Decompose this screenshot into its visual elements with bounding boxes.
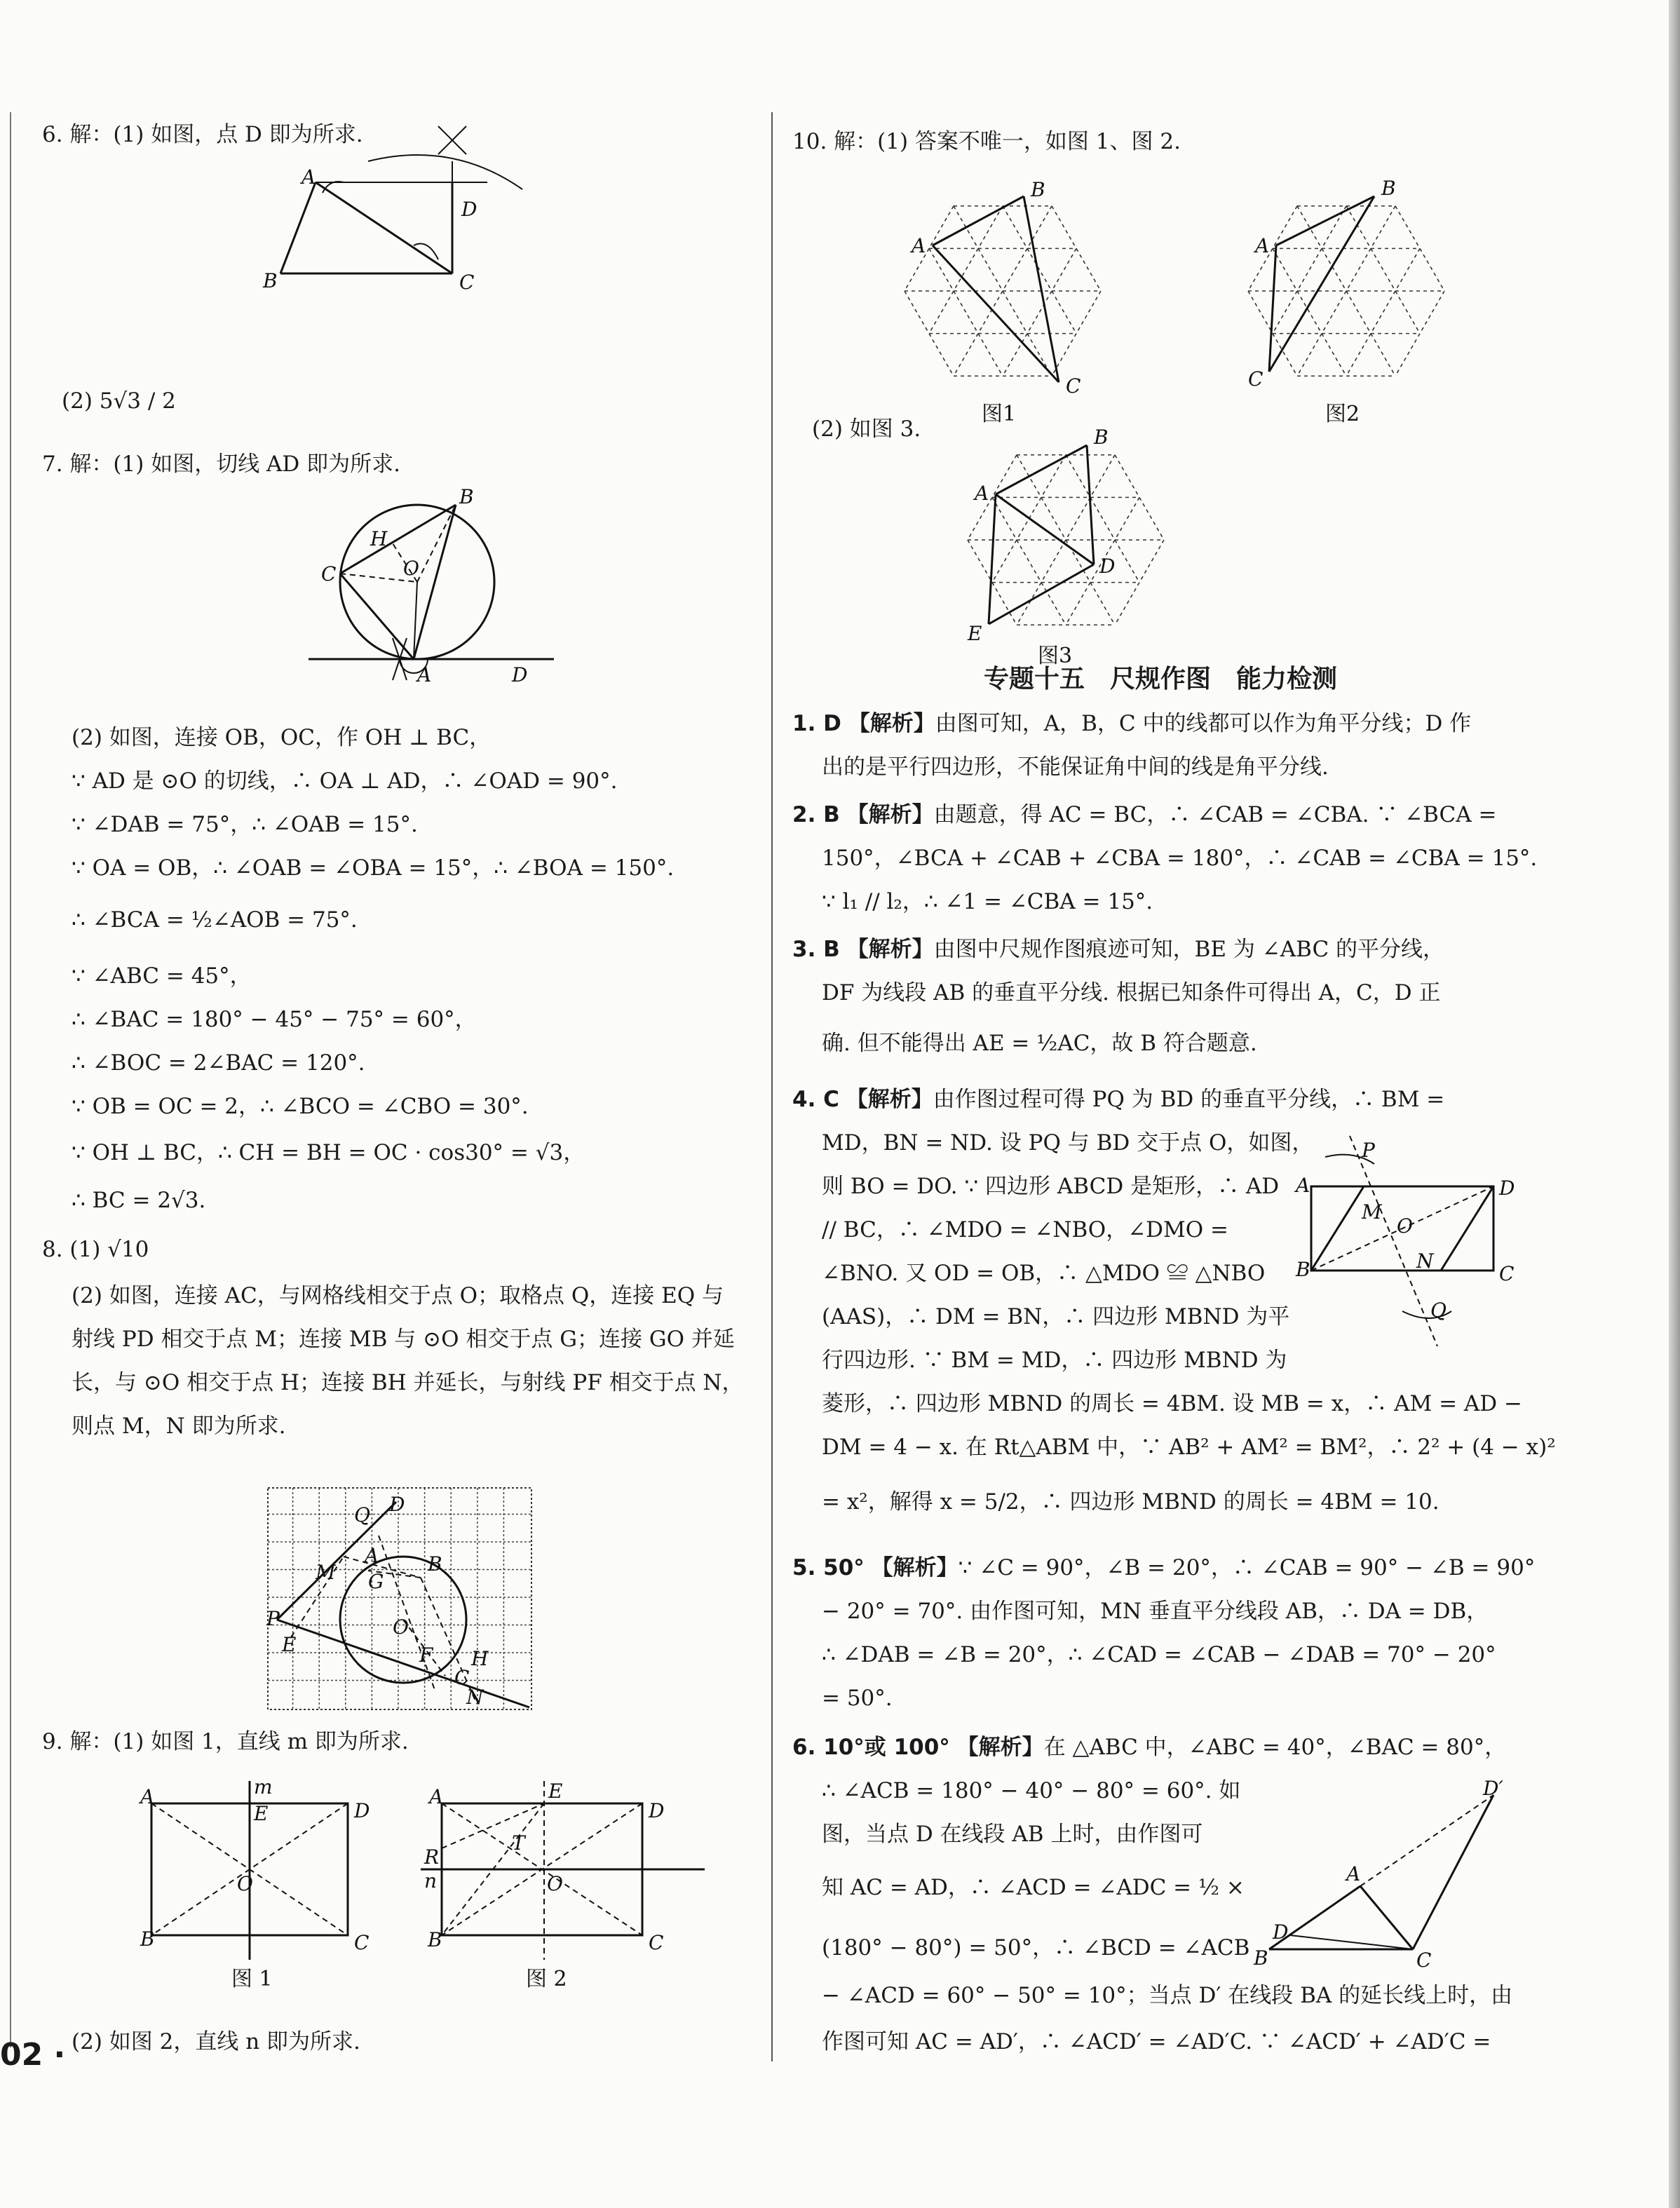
q2-line-1 bbox=[792, 799, 1496, 830]
p8-line-4: 长，与 ⊙O 相交于点 H；连接 BH 并延长，与射线 PF 相交于点 N， bbox=[72, 1370, 744, 1395]
p7-line-5: ∵ OA = OB，∴ ∠OAB = ∠OBA = 15°，∴ ∠BOA = 150°. bbox=[72, 855, 675, 881]
fig9-2-label-R: R bbox=[424, 1845, 440, 1869]
lattice-line bbox=[1371, 206, 1395, 249]
fig-q4-label-M: M bbox=[1362, 1200, 1382, 1224]
lattice-line bbox=[1322, 248, 1346, 291]
lattice-line bbox=[1115, 583, 1139, 625]
p9-line-2: (2) 如图 2，直线 n 即为所求. bbox=[72, 2029, 360, 2054]
lattice-line bbox=[1395, 334, 1420, 377]
q2-answer: 2. B bbox=[792, 802, 840, 827]
fig8-label-E: E bbox=[282, 1633, 297, 1656]
lattice-line bbox=[1297, 206, 1322, 249]
p7-line-11: ∵ OH ⊥ BC，∴ CH = BH = OC · cos30° = √3， bbox=[72, 1140, 585, 1165]
fig-q6-label-C: C bbox=[1416, 1949, 1432, 1972]
p7-line-10: ∵ OB = OC = 2，∴ ∠BCO = ∠CBO = 30°. bbox=[72, 1094, 529, 1119]
lattice-line bbox=[1003, 291, 1027, 334]
fig10-3-label-B: B bbox=[1094, 426, 1109, 449]
fig8-label-P: P bbox=[266, 1607, 280, 1630]
lattice-line bbox=[978, 248, 1003, 291]
fig9-1-label-m: m bbox=[254, 1775, 273, 1799]
lattice-line bbox=[1041, 455, 1066, 498]
q2-line-2: 150°，∠BCA + ∠CAB + ∠CBA = 180°，∴ ∠CAB = ∠CBA = 15°. bbox=[822, 846, 1538, 871]
q4-line-9: DM = 4 − x. 在 Rt△ABM 中，∵ AB² + AM² = BM²，∴ 2² + (4 − x)² bbox=[822, 1435, 1556, 1460]
fig-q4-label-D: D bbox=[1499, 1177, 1515, 1200]
lattice-line bbox=[1017, 540, 1041, 583]
lattice-line bbox=[1115, 497, 1139, 540]
fig10-1-label-B: B bbox=[1031, 178, 1045, 201]
lattice-line bbox=[1273, 291, 1297, 334]
fig9-1-caption: 图 1 bbox=[231, 1967, 273, 1991]
fig9-2-label-n: n bbox=[424, 1869, 438, 1892]
fig8-label-O: O bbox=[393, 1616, 409, 1639]
p7-line-4: ∵ ∠DAB = 75°，∴ ∠OAB = 15°. bbox=[72, 812, 418, 837]
lattice-line bbox=[992, 455, 1017, 498]
q1-answer: 1. D bbox=[792, 711, 841, 736]
q4-line-6: (AAS)，∴ DM = BN，∴ 四边形 MBND 为平 bbox=[822, 1304, 1290, 1329]
fig9-1-label-O: O bbox=[237, 1872, 253, 1895]
lattice-line bbox=[1420, 248, 1444, 291]
q4-line-8: 菱形，∴ 四边形 MBND 的周长 = 4BM. 设 MB = x，∴ AM = AD − bbox=[822, 1391, 1522, 1416]
lattice-line bbox=[1090, 497, 1115, 540]
q1-text-1: 由图可知，A，B，C 中的线都可以作为角平分线；D 作 bbox=[935, 711, 1472, 736]
fig8-label-H: H bbox=[471, 1647, 489, 1670]
lattice-line bbox=[1322, 291, 1346, 334]
fig8-label-C: C bbox=[454, 1666, 470, 1689]
lattice-line bbox=[1273, 334, 1297, 377]
p10-line-2: (2) 如图 3. bbox=[812, 416, 921, 442]
fig10-2-label-B: B bbox=[1381, 177, 1396, 200]
fig7-label-O: O bbox=[403, 557, 419, 580]
figure-q4-rectangle bbox=[1297, 1136, 1522, 1367]
fig-q4-label-Q: Q bbox=[1430, 1299, 1447, 1322]
lattice-line bbox=[1052, 291, 1076, 334]
fig-q6-label-D: D bbox=[1273, 1921, 1289, 1944]
p8-line-2: (2) 如图，连接 AC，与网格线相交于点 O；取格点 Q，连接 EQ 与 bbox=[72, 1283, 724, 1308]
fig-q4-label-C: C bbox=[1499, 1262, 1515, 1285]
fig7-label-C: C bbox=[321, 562, 337, 585]
lattice-line bbox=[1076, 291, 1101, 334]
lattice-line bbox=[1395, 206, 1420, 249]
fig10-1-caption: 图1 bbox=[982, 402, 1017, 426]
fig9-2-label-C: C bbox=[649, 1931, 664, 1954]
q6-answer: 6. 10°或 100° bbox=[792, 1735, 950, 1760]
p7-line-7: ∵ ∠ABC = 45°， bbox=[72, 963, 252, 989]
lattice-line bbox=[1420, 291, 1444, 334]
fig10-3-label-A: A bbox=[975, 482, 989, 505]
p9-line-1: 9. 解：(1) 如图 1，直线 m 即为所求. bbox=[42, 1729, 409, 1754]
figure-8-grid bbox=[266, 1486, 533, 1711]
lattice-line bbox=[954, 291, 978, 334]
lattice-line bbox=[1003, 206, 1027, 249]
lattice-line bbox=[1371, 291, 1395, 334]
q4-line-1 bbox=[792, 1084, 1444, 1115]
q6-line-1 bbox=[792, 1732, 1506, 1763]
fig9-2-label-A: A bbox=[429, 1785, 444, 1808]
q5-line-1 bbox=[792, 1552, 1535, 1583]
left-margin-rule bbox=[10, 112, 11, 2047]
q6-line-6: − ∠ACD = 60° − 50° = 10°；当点 D′ 在线段 BA 的延长线上时，由 bbox=[822, 1983, 1513, 2008]
lattice-line bbox=[1346, 248, 1371, 291]
lattice-line bbox=[1346, 291, 1371, 334]
fig9-1-label-C: C bbox=[354, 1931, 370, 1954]
q4-line-7: 行四边形. ∵ BM = MD，∴ 四边形 MBND 为 bbox=[822, 1348, 1287, 1373]
lattice-line bbox=[1346, 334, 1371, 377]
lattice-line bbox=[1027, 206, 1052, 249]
q6-line-7: 作图可知 AC = AD′，∴ ∠ACD′ = ∠AD′C. ∵ ∠ACD′ + ∠AD′C = bbox=[822, 2029, 1491, 2054]
fig6-label-D: D bbox=[461, 198, 477, 221]
lattice-line bbox=[1139, 497, 1164, 540]
lattice-line bbox=[1115, 540, 1139, 583]
figure-6-quadrilateral bbox=[252, 161, 617, 372]
fig7-label-H: H bbox=[370, 527, 388, 550]
q5-answer: 5. 50° bbox=[792, 1555, 865, 1580]
fig-q4-label-O: O bbox=[1397, 1214, 1413, 1238]
fig8-label-M: M bbox=[316, 1561, 336, 1584]
q1-tag: 【解析】 bbox=[848, 711, 935, 736]
fig-q6-label-Dp: D′ bbox=[1483, 1777, 1503, 1800]
fig9-2-label-E: E bbox=[548, 1780, 563, 1803]
q1-line-1 bbox=[792, 708, 1471, 739]
q4-line-4: // BC，∴ ∠MDO = ∠NBO，∠DMO = bbox=[822, 1217, 1229, 1242]
fig8-label-D: D bbox=[389, 1493, 405, 1516]
lattice-line bbox=[978, 206, 1003, 249]
q4-tag: 【解析】 bbox=[846, 1087, 933, 1112]
q4-answer: 4. C bbox=[792, 1087, 839, 1112]
lattice-line bbox=[1297, 248, 1322, 291]
lattice-line bbox=[1297, 291, 1322, 334]
fig8-label-B: B bbox=[428, 1552, 442, 1576]
q6-tag: 【解析】 bbox=[956, 1735, 1044, 1760]
q4-line-5: ∠BNO. 又 OD = OB，∴ △MDO ≌ △NBO bbox=[822, 1261, 1266, 1286]
lattice-line bbox=[1076, 248, 1101, 291]
fig8-label-N: N bbox=[466, 1686, 484, 1709]
lattice-line bbox=[1322, 334, 1346, 377]
fig10-1-label-C: C bbox=[1066, 374, 1081, 398]
figure-7-circle bbox=[309, 485, 568, 701]
lattice-line bbox=[1248, 291, 1273, 334]
q6-text-1: 在 △ABC 中，∠ABC = 40°，∠BAC = 80°， bbox=[1043, 1735, 1507, 1760]
q5-line-3: ∴ ∠DAB = ∠B = 20°，∴ ∠CAD = ∠CAB − ∠DAB = 70° − 20° bbox=[822, 1642, 1496, 1667]
lattice-line bbox=[1395, 248, 1420, 291]
fig6-label-B: B bbox=[263, 269, 278, 292]
p8-line-1: 8. (1) √10 bbox=[42, 1237, 149, 1262]
lattice-line bbox=[954, 248, 978, 291]
figure-10-3 bbox=[961, 424, 1185, 668]
lattice-line bbox=[1346, 206, 1371, 249]
lattice-line bbox=[1017, 583, 1041, 625]
lattice-line bbox=[968, 540, 992, 583]
q4-line-3: 则 BO = DO. ∵ 四边形 ABCD 是矩形，∴ AD bbox=[822, 1174, 1280, 1199]
lattice-line bbox=[1395, 291, 1420, 334]
p7-line-2: (2) 如图，连接 OB，OC，作 OH ⊥ BC， bbox=[72, 725, 492, 750]
figure-10-1 bbox=[897, 175, 1122, 426]
lattice-line bbox=[1066, 583, 1090, 625]
column-divider bbox=[771, 112, 773, 2061]
q2-text-1: 由题意，得 AC = BC，∴ ∠CAB = ∠CBA. ∵ ∠BCA = bbox=[933, 802, 1497, 827]
lattice-line bbox=[1371, 248, 1395, 291]
p7-line-9: ∴ ∠BOC = 2∠BAC = 120°. bbox=[72, 1050, 365, 1076]
q1-line-2: 出的是平行四边形，不能保证角中间的线是角平分线. bbox=[822, 754, 1329, 780]
q3-tag: 【解析】 bbox=[846, 937, 934, 962]
p7-line-8: ∴ ∠BAC = 180° − 45° − 75° = 60°， bbox=[72, 1007, 477, 1032]
p8-line-3: 射线 PD 相交于点 M；连接 MB 与 ⊙O 相交于点 G；连接 GO 并延 bbox=[72, 1327, 735, 1352]
p8-line-5: 则点 M，N 即为所求. bbox=[72, 1414, 286, 1439]
figure-9-2 bbox=[421, 1781, 715, 1998]
fig9-1-label-A: A bbox=[140, 1785, 155, 1808]
lattice-line bbox=[1041, 497, 1066, 540]
fig10-3-label-E: E bbox=[968, 622, 982, 645]
p6-line-1: 6. 解：(1) 如图，点 D 即为所求. bbox=[42, 122, 363, 147]
lattice-line bbox=[1297, 334, 1322, 377]
fig10-3-caption: 图3 bbox=[1038, 644, 1073, 668]
lattice-line bbox=[1115, 455, 1139, 498]
q5-line-2: − 20° = 70°. 由作图可知，MN 垂直平分线段 AB，∴ DA = DB， bbox=[822, 1599, 1489, 1624]
figure-10-2 bbox=[1241, 175, 1465, 426]
fig9-2-label-B: B bbox=[428, 1928, 442, 1951]
lattice-line bbox=[1052, 248, 1076, 291]
fig10-2-caption: 图2 bbox=[1325, 402, 1360, 426]
lattice-line bbox=[1052, 206, 1076, 249]
fig-q6-label-B: B bbox=[1254, 1946, 1268, 1970]
q2-tag: 【解析】 bbox=[846, 802, 934, 827]
lattice-line bbox=[992, 540, 1017, 583]
lattice-line bbox=[1090, 455, 1115, 498]
fig10-2-label-C: C bbox=[1248, 367, 1264, 391]
fig7-label-D: D bbox=[512, 663, 528, 686]
lattice-line bbox=[1041, 540, 1066, 583]
q2-line-3: ∵ l₁ // l₂，∴ ∠1 = ∠CBA = 15°. bbox=[822, 889, 1153, 914]
fig-q6-label-A: A bbox=[1346, 1862, 1361, 1885]
q6-line-3: 图，当点 D 在线段 AB 上时，由作图可 bbox=[822, 1822, 1203, 1847]
q6-line-2: ∴ ∠ACB = 180° − 40° − 80° = 60°. 如 bbox=[822, 1778, 1241, 1803]
lattice-line bbox=[929, 206, 954, 249]
lattice-line bbox=[1003, 334, 1027, 377]
fig9-2-caption: 图 2 bbox=[526, 1967, 567, 1991]
p7-line-1: 7. 解：(1) 如图，切线 AD 即为所求. bbox=[42, 452, 400, 477]
fig7-label-A: A bbox=[417, 663, 432, 686]
fig-q4-label-A: A bbox=[1296, 1174, 1310, 1197]
fig8-label-A: A bbox=[365, 1544, 379, 1567]
q4-text-1: 由作图过程可得 PQ 为 BD 的垂直平分线，∴ BM = bbox=[933, 1087, 1445, 1112]
q5-text-1: ∵ ∠C = 90°，∠B = 20°，∴ ∠CAB = 90° − ∠B = 90° bbox=[958, 1555, 1536, 1580]
q3-line-1 bbox=[792, 934, 1444, 965]
lattice-line bbox=[1066, 497, 1090, 540]
fig8-label-F: F bbox=[419, 1644, 433, 1667]
q3-line-2: DF 为线段 AB 的垂直平分线. 根据已知条件可得出 A，C，D 正 bbox=[822, 980, 1441, 1005]
fig7-label-B: B bbox=[459, 485, 474, 508]
q4-line-10: = x²，解得 x = 5/2，∴ 四边形 MBND 的周长 = 4BM = 10. bbox=[822, 1489, 1439, 1515]
p6-line-2: (2) 5√3 / 2 bbox=[62, 388, 176, 414]
lattice-line bbox=[1041, 583, 1066, 625]
q3-line-3: 确. 但不能得出 AE = ½AC，故 B 符合题意. bbox=[822, 1031, 1257, 1056]
figure-q6-triangle bbox=[1241, 1777, 1522, 1977]
q6-line-4: 知 AC = AD，∴ ∠ACD = ∠ADC = ½ × bbox=[822, 1875, 1245, 1900]
figure-9-1 bbox=[140, 1775, 438, 1998]
lattice-line bbox=[1090, 583, 1115, 625]
fig10-1-label-A: A bbox=[912, 234, 926, 257]
fig-q4-label-B: B bbox=[1296, 1258, 1310, 1281]
lattice-line bbox=[978, 334, 1003, 377]
page-edge-shadow bbox=[1669, 0, 1680, 2208]
lattice-line bbox=[954, 334, 978, 377]
lattice-line bbox=[992, 583, 1017, 625]
fig9-2-label-O: O bbox=[547, 1872, 563, 1895]
lattice-line bbox=[1003, 248, 1027, 291]
p7-line-3: ∵ AD 是 ⊙O 的切线，∴ OA ⊥ AD，∴ ∠OAD = 90°. bbox=[72, 768, 618, 794]
fig8-label-Q: Q bbox=[354, 1503, 370, 1526]
p7-line-12: ∴ BC = 2√3. bbox=[72, 1188, 206, 1213]
fig8-label-G: G bbox=[368, 1570, 384, 1593]
page-number: 02 · bbox=[0, 2037, 66, 2073]
fig6-label-C: C bbox=[459, 271, 475, 294]
fig9-1-label-D: D bbox=[354, 1799, 370, 1822]
q3-answer: 3. B bbox=[792, 937, 840, 962]
fig-q4-label-P: P bbox=[1362, 1139, 1375, 1162]
lattice-line bbox=[905, 291, 929, 334]
q4-line-2: MD，BN = ND. 设 PQ 与 BD 交于点 O，如图， bbox=[822, 1130, 1314, 1156]
q5-tag: 【解析】 bbox=[871, 1555, 958, 1580]
fig9-1-label-E: E bbox=[254, 1802, 269, 1825]
q3-text-1: 由图中尺规作图痕迹可知，BE 为 ∠ABC 的平分线， bbox=[933, 937, 1445, 962]
fig10-3-label-D: D bbox=[1099, 555, 1116, 578]
lattice-line bbox=[929, 334, 954, 377]
lattice-line bbox=[929, 291, 954, 334]
q6-line-5: (180° − 80°) = 50°，∴ ∠BCD = ∠ACB bbox=[822, 1935, 1250, 1960]
q5-line-4: = 50°. bbox=[822, 1686, 893, 1711]
fig10-2-label-A: A bbox=[1255, 234, 1270, 257]
fig9-2-label-D: D bbox=[649, 1799, 665, 1822]
p7-line-6: ∴ ∠BCA = ½∠AOB = 75°. bbox=[72, 907, 358, 933]
fig-q4-label-N: N bbox=[1416, 1249, 1434, 1273]
lattice-line bbox=[1139, 540, 1164, 583]
section-title: 专题十五 尺规作图 能力检测 bbox=[983, 665, 1337, 693]
lattice-line bbox=[1066, 455, 1090, 498]
fig9-1-label-B: B bbox=[140, 1928, 155, 1951]
p10-line-1: 10. 解：(1) 答案不唯一，如图 1、图 2. bbox=[792, 129, 1181, 154]
fig6-label-A: A bbox=[302, 165, 316, 189]
fig9-2-label-T: T bbox=[512, 1831, 525, 1855]
lattice-line bbox=[1371, 334, 1395, 377]
